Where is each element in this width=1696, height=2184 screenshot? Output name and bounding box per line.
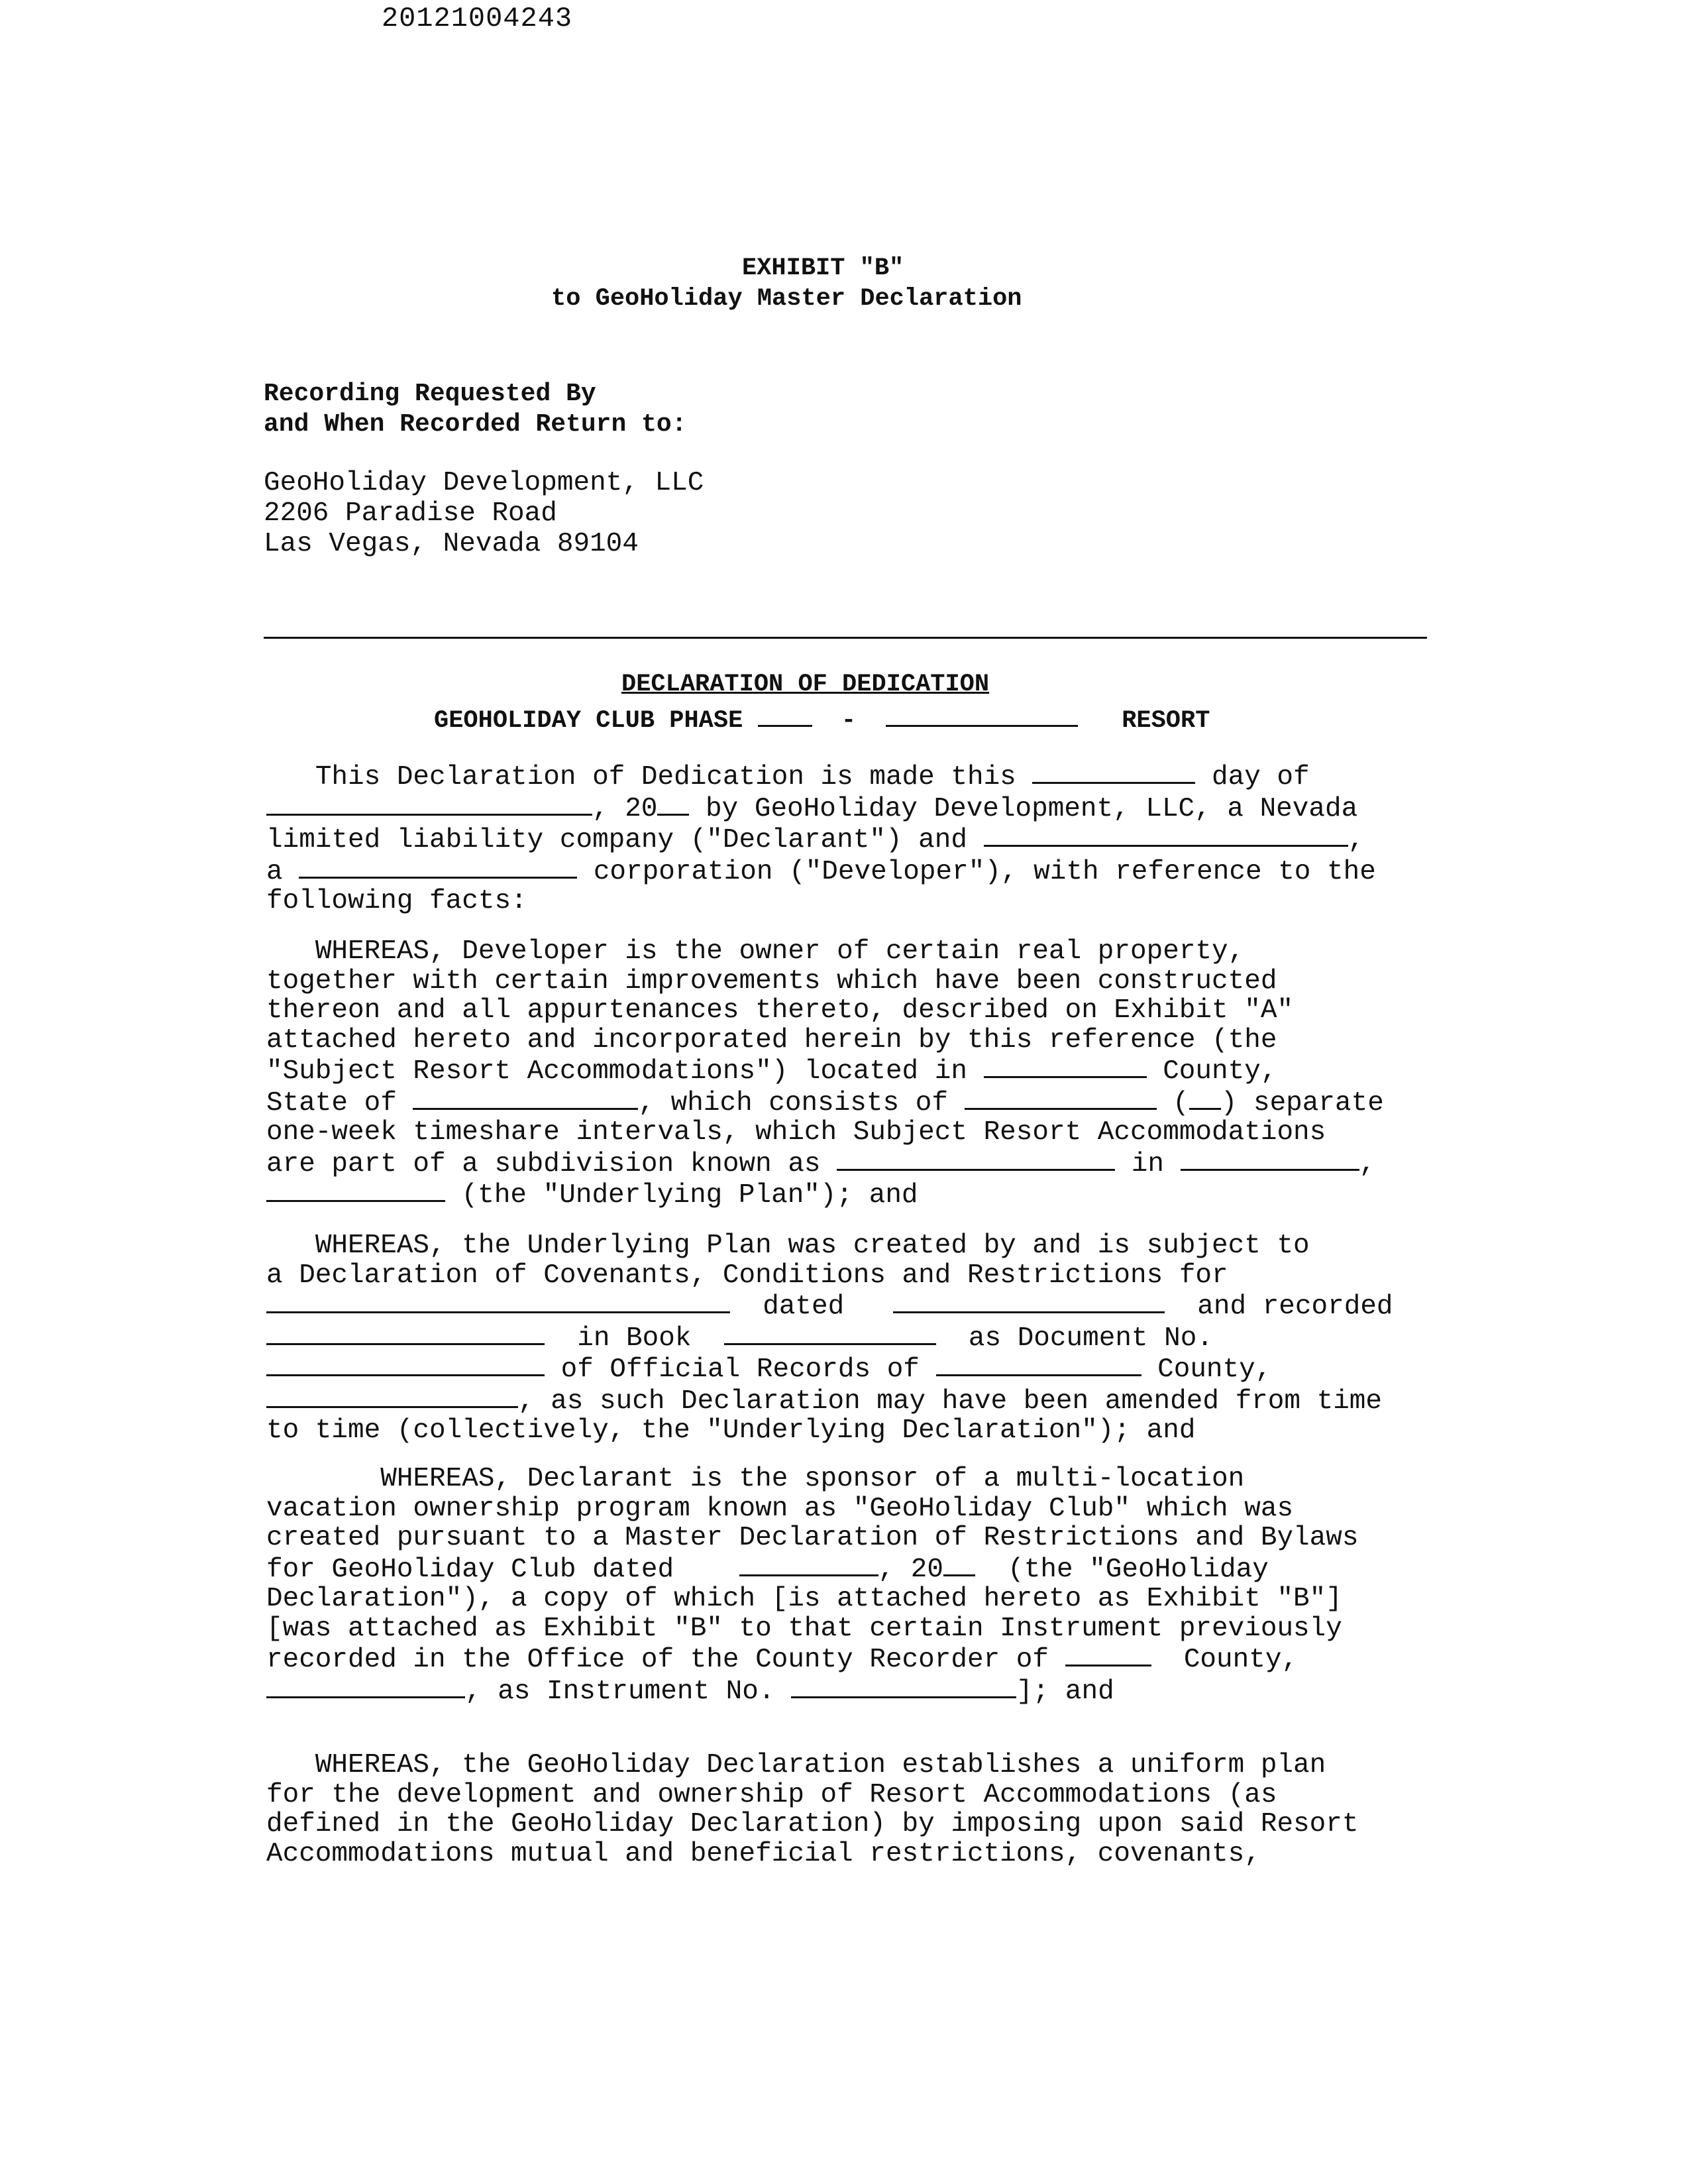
blank-instrument-no: [791, 1675, 1016, 1698]
paragraph-whereas-uniform-plan: [266, 1751, 1432, 1869]
para-line: [was attached as Exhibit "B" to that certain Instrument previously: [266, 1613, 1342, 1644]
text: WHEREAS, Declarant is the sponsor of a multi-location: [380, 1464, 1245, 1494]
blank-recording-date: [266, 1322, 545, 1345]
text: and recorded: [1197, 1291, 1393, 1322]
para-line: thereon and all appurtenances thereto, described on Exhibit "A": [266, 995, 1294, 1026]
text: (the "Underlying Plan"); and: [461, 1180, 918, 1211]
recording-line-1: Recording Requested By: [264, 380, 596, 408]
blank-recorder-state: [266, 1675, 465, 1698]
para-line: together with certain improvements which have been constructed: [266, 965, 1277, 997]
text: ]; and: [1016, 1676, 1114, 1707]
text: in Book: [577, 1323, 692, 1354]
blank-phase: [758, 704, 812, 727]
paragraph-intro: [266, 761, 1432, 916]
blank-resort-name: [886, 704, 1078, 727]
para-line: [266, 1055, 1432, 1087]
para-line: Accommodations mutual and beneficial restrictions, covenants,: [266, 1838, 1261, 1869]
text: for GeoHoliday Club dated: [266, 1554, 674, 1585]
text: limited liability company ("Declarant") and: [266, 825, 967, 855]
text: , as such Declaration may have been amended from time: [518, 1386, 1383, 1417]
blank-records-county: [936, 1353, 1141, 1376]
declaration-sub-dash: -: [841, 707, 857, 735]
text: of Official Records of: [560, 1354, 920, 1385]
text: , 20: [878, 1554, 943, 1585]
address-street: 2206 Paradise Road: [264, 498, 557, 529]
recording-line-2: and When Recorded Return to:: [264, 410, 687, 439]
blank-year: [657, 792, 689, 816]
blank-day: [1032, 761, 1195, 784]
blank-month: [266, 792, 592, 816]
blank-records-state: [266, 1385, 518, 1408]
para-line: following facts:: [266, 886, 527, 916]
address-city: Las Vegas, Nevada 89104: [264, 529, 639, 559]
para-line: vacation ownership program known as "GeoHoliday Club" which was: [266, 1493, 1294, 1524]
text: dated: [763, 1291, 845, 1322]
para-line: [266, 1087, 1432, 1119]
text: State of: [266, 1087, 397, 1119]
para-line: [266, 1353, 1432, 1385]
blank-recorder-county: [1065, 1643, 1151, 1666]
blank-interval-count-words: [965, 1087, 1157, 1110]
document-number: 20121004243: [381, 3, 573, 34]
paragraph-whereas-underlying-plan: [266, 1231, 1432, 1446]
para-line: created pursuant to a Master Declaration of Restrictions and Bylaws: [266, 1523, 1359, 1553]
text: in: [1131, 1148, 1164, 1179]
declaration-subtitle: [434, 704, 1210, 735]
blank-subdivision-location: [1181, 1148, 1359, 1171]
para-line: defined in the GeoHoliday Declaration) by imposing upon said Resort: [266, 1809, 1359, 1839]
declaration-sub-suffix: RESORT: [1122, 707, 1210, 735]
para-line: [266, 792, 1432, 824]
blank-state-of-incorporation: [299, 855, 577, 879]
blank-interval-count: [1189, 1087, 1221, 1110]
text: County,: [1157, 1354, 1272, 1385]
exhibit-title: EXHIBIT "B": [742, 254, 904, 282]
para-line: [266, 855, 1432, 887]
para-line: [266, 1464, 1432, 1494]
address-company: GeoHoliday Development, LLC: [264, 468, 704, 498]
para-line: to time (collectively, the "Underlying Declaration"); and: [266, 1415, 1196, 1446]
text: day of: [1212, 762, 1310, 792]
text: WHEREAS, the GeoHoliday Declaration establishes a uniform plan: [315, 1750, 1326, 1780]
recording-requested-block: [264, 379, 687, 440]
para-line: one-week timeshare intervals, which Subject Resort Accommodations: [266, 1117, 1326, 1148]
declaration-title: DECLARATION OF DEDICATION: [621, 671, 990, 698]
text: ) separate: [1220, 1087, 1384, 1119]
text: "Subject Resort Accommodations") located in: [266, 1056, 967, 1087]
blank-developer-name: [984, 824, 1348, 847]
para-line: [266, 1179, 1432, 1211]
blank-document-no: [266, 1353, 545, 1376]
para-line: Declaration"), a copy of which [is attached hereto as Exhibit "B"]: [266, 1584, 1342, 1614]
declaration-sub-prefix: GEOHOLIDAY CLUB PHASE: [434, 707, 743, 735]
para-line: [266, 761, 1432, 792]
blank-club-date: [739, 1553, 878, 1576]
para-line: [266, 1290, 1432, 1322]
para-line: [266, 1322, 1432, 1354]
text: , as Instrument No.: [465, 1676, 775, 1707]
blank-club-year: [943, 1553, 975, 1576]
divider-line: [264, 637, 1427, 639]
text: ,: [1348, 825, 1365, 855]
para-line: [266, 1643, 1432, 1675]
para-line: a Declaration of Covenants, Conditions and Restrictions for: [266, 1260, 1228, 1291]
text: are part of a subdivision known as: [266, 1148, 821, 1179]
return-address: [264, 468, 704, 559]
text: a: [266, 856, 283, 887]
text: County,: [1183, 1645, 1298, 1675]
para-line: attached hereto and incorporated herein by this reference (the: [266, 1024, 1277, 1056]
blank-ccr-date: [893, 1290, 1165, 1313]
blank-ccr-name: [266, 1290, 730, 1313]
text: by GeoHoliday Development, LLC, a Nevada: [706, 793, 1358, 824]
text: , 20: [592, 793, 658, 824]
text: (: [1173, 1087, 1189, 1119]
paragraph-whereas-developer: [266, 937, 1432, 1211]
text: County,: [1163, 1056, 1277, 1087]
text: (the "GeoHoliday: [1008, 1554, 1269, 1585]
para-line: [266, 1553, 1432, 1585]
text: WHEREAS, the Underlying Plan was created by and is subject to: [315, 1230, 1310, 1261]
para-line: [266, 1148, 1432, 1179]
text: This Declaration of Dedication is made this: [315, 762, 1016, 792]
exhibit-subtitle: to GeoHoliday Master Declaration: [551, 285, 1022, 313]
para-line: [266, 1751, 1432, 1780]
text: , which consists of: [638, 1087, 948, 1119]
para-line: [266, 1675, 1432, 1707]
para-line: [266, 1385, 1432, 1417]
blank-state: [413, 1087, 638, 1110]
para-line: [266, 824, 1432, 855]
text: WHEREAS, Developer is the owner of certain real property,: [315, 936, 1245, 967]
para-line: [266, 1231, 1432, 1261]
blank-subdivision: [837, 1148, 1115, 1171]
para-line: for the development and ownership of Resort Accommodations (as: [266, 1779, 1277, 1810]
text: corporation ("Developer"), with reference to the: [593, 856, 1376, 887]
text: as Document No.: [968, 1323, 1213, 1354]
text: ,: [1359, 1148, 1376, 1179]
blank-book: [724, 1322, 936, 1345]
paragraph-whereas-declarant: [266, 1464, 1432, 1706]
blank-plan-state: [266, 1179, 445, 1202]
blank-county: [984, 1055, 1147, 1078]
text: recorded in the Office of the County Recorder of: [266, 1645, 1049, 1675]
para-line: [266, 937, 1432, 967]
